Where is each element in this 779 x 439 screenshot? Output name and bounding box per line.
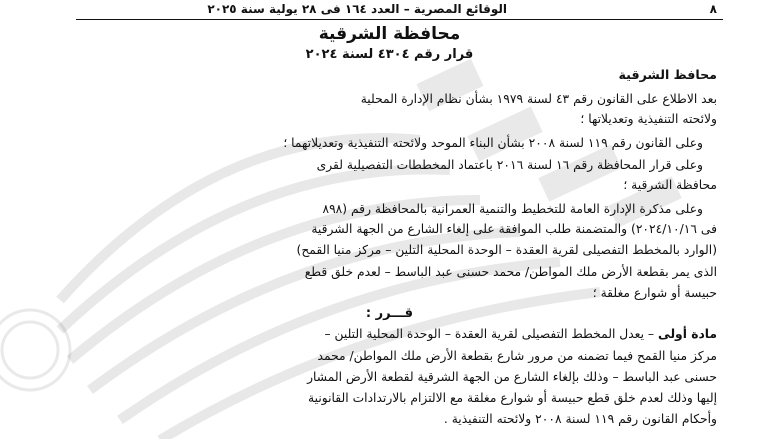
article-line: إليها وذلك لعدم خلق قطع حبيسة أو شوارع مغلقة مع الالتزام بالارتدادات القانونية [308, 391, 717, 405]
article-line: – يعدل المخطط التفصيلى لقرية العقدة – الوحدة المحلية التلين – [324, 327, 655, 341]
governorate-title: محافظة الشرقية [318, 24, 461, 44]
preamble-line: وعلى القانون رقم ١١٩ لسنة ٢٠٠٨ بشأن البناء الموحد ولائحته التنفيذية وتعديلاتهما ؛ [283, 136, 703, 150]
preamble-line: محافظة الشرقية ؛ [623, 178, 717, 192]
article-first-line [324, 327, 717, 341]
page-number: ٨ [709, 2, 717, 16]
article-line: وأحكام القانون رقم ١١٩ لسنة ٢٠٠٨ ولائحته التنفيذية . [443, 412, 717, 426]
running-header [62, 2, 717, 18]
preamble-line: الذى يمر بقطعة الأرض ملك المواطن/ محمد حسنى عبد الباسط – لعدم خلق قطع [304, 265, 717, 279]
header-divider [76, 19, 723, 20]
preamble-line: وعلى مذكرة الإدارة العامة للتخطيط والتنمية العمرانية بالمحافظة رقم (٨٩٨ [322, 202, 703, 216]
preamble-line: حبيسة أو شوارع مغلقة ؛ [592, 286, 717, 300]
decree-title: قرار رقم ٤٣٠٤ لسنة ٢٠٢٤ [305, 47, 474, 62]
article-line: مركز منيا القمح فيما تضمنه من مرور شارع بقطعة الأرض ملك المواطن/ محمد [317, 349, 717, 363]
preamble-line: فى ٢٠٢٤/١٠/١٦) والمتضمنة طلب الموافقة على إلغاء الشارع من الجهة الشرقية [311, 222, 717, 236]
preamble-line: ولائحته التنفيذية وتعديلاتها ؛ [580, 112, 717, 126]
issue-line: الوقائع المصرية – العدد ١٦٤ فى ٢٨ يولية سنة ٢٠٢٥ [207, 2, 507, 16]
preamble-line: بعد الاطلاع على القانون رقم ٤٣ لسنة ١٩٧٩ بشأن نظام الإدارة المحلية [360, 92, 717, 106]
preamble-line: (الوارد بالمخطط التفصيلى لقرية العقدة – الوحدة المحلية التلين – مركز منيا القمح) [296, 243, 717, 257]
article-label: مادة أولى [658, 327, 717, 341]
decides-heading: قـــرر : [365, 306, 414, 321]
preamble-line: وعلى قرار المحافظة رقم ١٦ لسنة ٢٠١٦ باعتماد المخططات التفصيلية لقرى [316, 158, 703, 172]
article-line: حسنى عبد الباسط – وذلك بإلغاء الشارع من الجهة الشرقية لقطعة الأرض المشار [307, 370, 717, 384]
issuer-heading: محافظ الشرقية [618, 67, 717, 82]
